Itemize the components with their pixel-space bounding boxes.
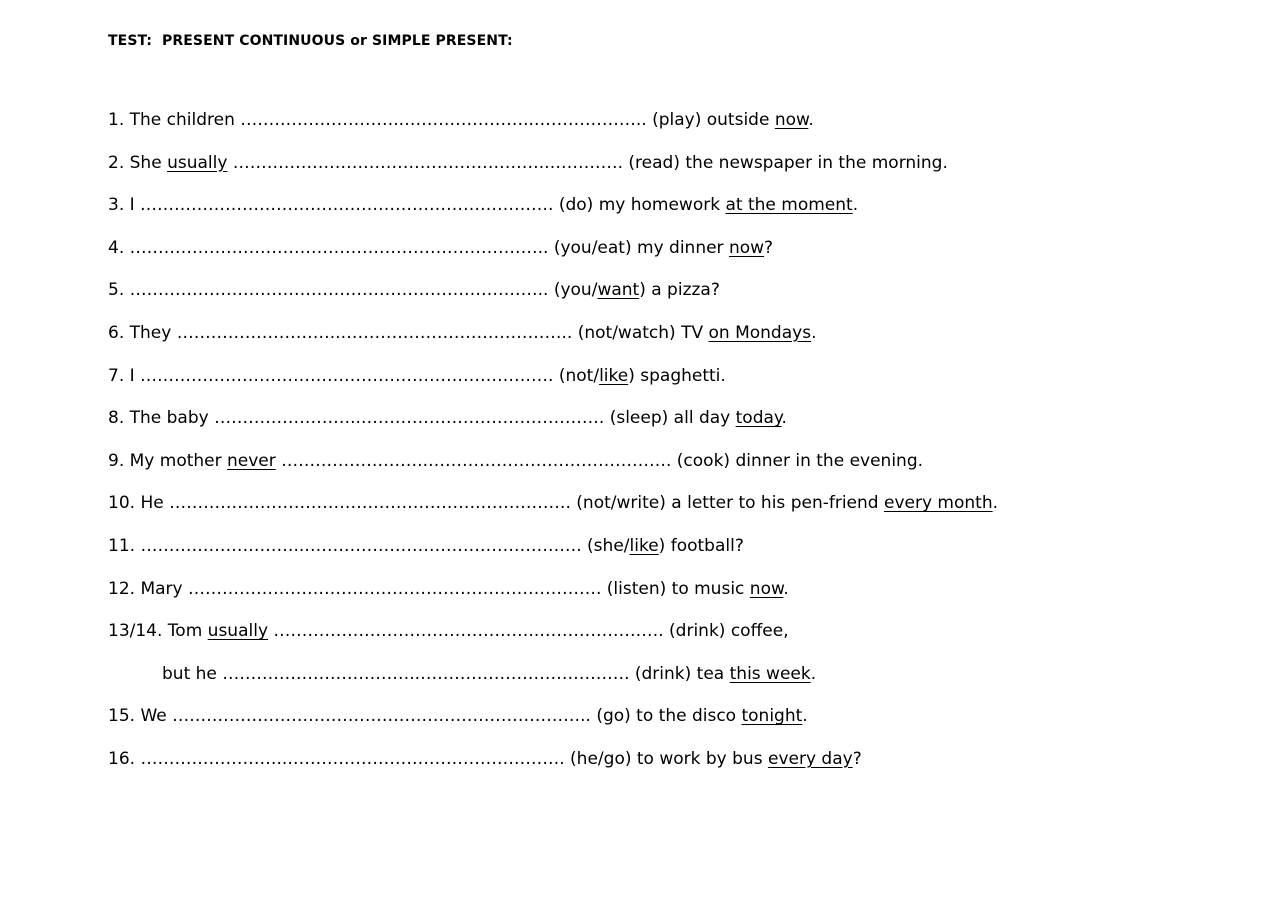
underlined-keyword: like (629, 535, 659, 556)
exercise-text: 6. They ………………………..………………………………….. (not/watch) TV (108, 322, 709, 343)
exercise-line (108, 407, 1208, 450)
exercise-text: 13/14. Tom (108, 621, 208, 642)
exercise-text: 16. ……………………..…………………………………………. (he/go) to work by bus (108, 748, 768, 769)
exercise-text: 11. ………………………..…………………………………………. (she/ (108, 535, 630, 556)
exercise-text: ………………………………………………..…………. (read) the newspaper in the morning. (227, 152, 948, 173)
underlined-keyword: at the moment (725, 195, 853, 216)
exercise-text: 5. ……………………………………………………………….. (you/ (108, 280, 598, 301)
exercise-text: . (810, 663, 817, 684)
underlined-keyword: tonight (741, 706, 803, 727)
underlined-keyword: now (728, 237, 765, 258)
exercise-text: . (781, 408, 787, 429)
exercise-text: 7. I ………………………………………………………………. (not/ (108, 365, 600, 386)
exercise-text: ? (852, 748, 862, 769)
worksheet-title: TEST: PRESENT CONTINUOUS or SIMPLE PRESENT: (108, 33, 513, 49)
exercise-text: ) a pizza? (639, 280, 720, 301)
exercise-text: 9. My mother (108, 450, 228, 471)
exercise-text: . (783, 578, 789, 599)
exercise-text: . (802, 706, 808, 727)
exercise-line (108, 237, 1208, 280)
exercise-text: ) football? (658, 535, 744, 556)
exercise-text: . (808, 110, 814, 130)
exercise-text: but he ……………………………..………………………………. (drink) tea (162, 663, 730, 684)
exercise-text: 15. We ……………………………………………………………….. (go) to the disco (108, 706, 742, 727)
exercise-line (108, 450, 1208, 493)
underlined-keyword: this week (729, 663, 811, 684)
exercise-line (108, 663, 1208, 706)
exercise-line (108, 194, 1208, 237)
exercise-line (108, 365, 1208, 408)
exercise-list (108, 109, 1208, 791)
exercise-text: 1. The children ………………………..…………………..……………….. (play) outside (108, 110, 775, 130)
exercise-text: 10. He ……………………………………………….……………. (not/write) a letter to his pen-friend (108, 493, 884, 514)
underlined-keyword: want (597, 280, 640, 301)
exercise-line (108, 279, 1208, 322)
underlined-keyword: now (774, 110, 809, 130)
exercise-text: 4. ……………………………………………………………….. (you/eat) my dinner (108, 237, 729, 258)
exercise-text: ) spaghetti. (628, 365, 726, 386)
exercise-text: 2. She (108, 152, 168, 173)
underlined-keyword: now (749, 578, 784, 599)
underlined-keyword: usually (207, 621, 269, 642)
exercise-text: 3. I ………………………………………………………………. (do) my homework (108, 195, 726, 216)
exercise-line (108, 535, 1208, 578)
exercise-line (108, 152, 1208, 195)
exercise-line (108, 748, 1208, 791)
underlined-keyword: on Mondays (708, 322, 812, 343)
exercise-text: 12. Mary ………………………………………………………………. (listen) to music (108, 578, 750, 599)
exercise-line (108, 322, 1208, 365)
underlined-keyword: every month (883, 493, 993, 514)
exercise-text: ? (764, 237, 774, 258)
exercise-line (108, 705, 1208, 748)
underlined-keyword: usually (167, 152, 228, 173)
exercise-text: 8. The baby ……………………..……………………………………. (sleep) all day (108, 408, 736, 429)
exercise-line (108, 578, 1208, 621)
underlined-keyword: today (735, 408, 782, 429)
exercise-line (108, 620, 1208, 663)
underlined-keyword: like (599, 365, 629, 386)
exercise-text: . (811, 322, 817, 343)
exercise-text: . (852, 195, 859, 216)
exercise-text: ………………………………………..…………………. (drink) coffee, (268, 621, 789, 642)
underlined-keyword: never (227, 450, 276, 471)
exercise-line (108, 492, 1208, 535)
exercise-text: ……………………..……………………………………. (cook) dinner in the evening. (275, 450, 924, 471)
underlined-keyword: every day (767, 748, 853, 769)
exercise-line (108, 109, 1208, 152)
exercise-text: . (992, 493, 998, 514)
